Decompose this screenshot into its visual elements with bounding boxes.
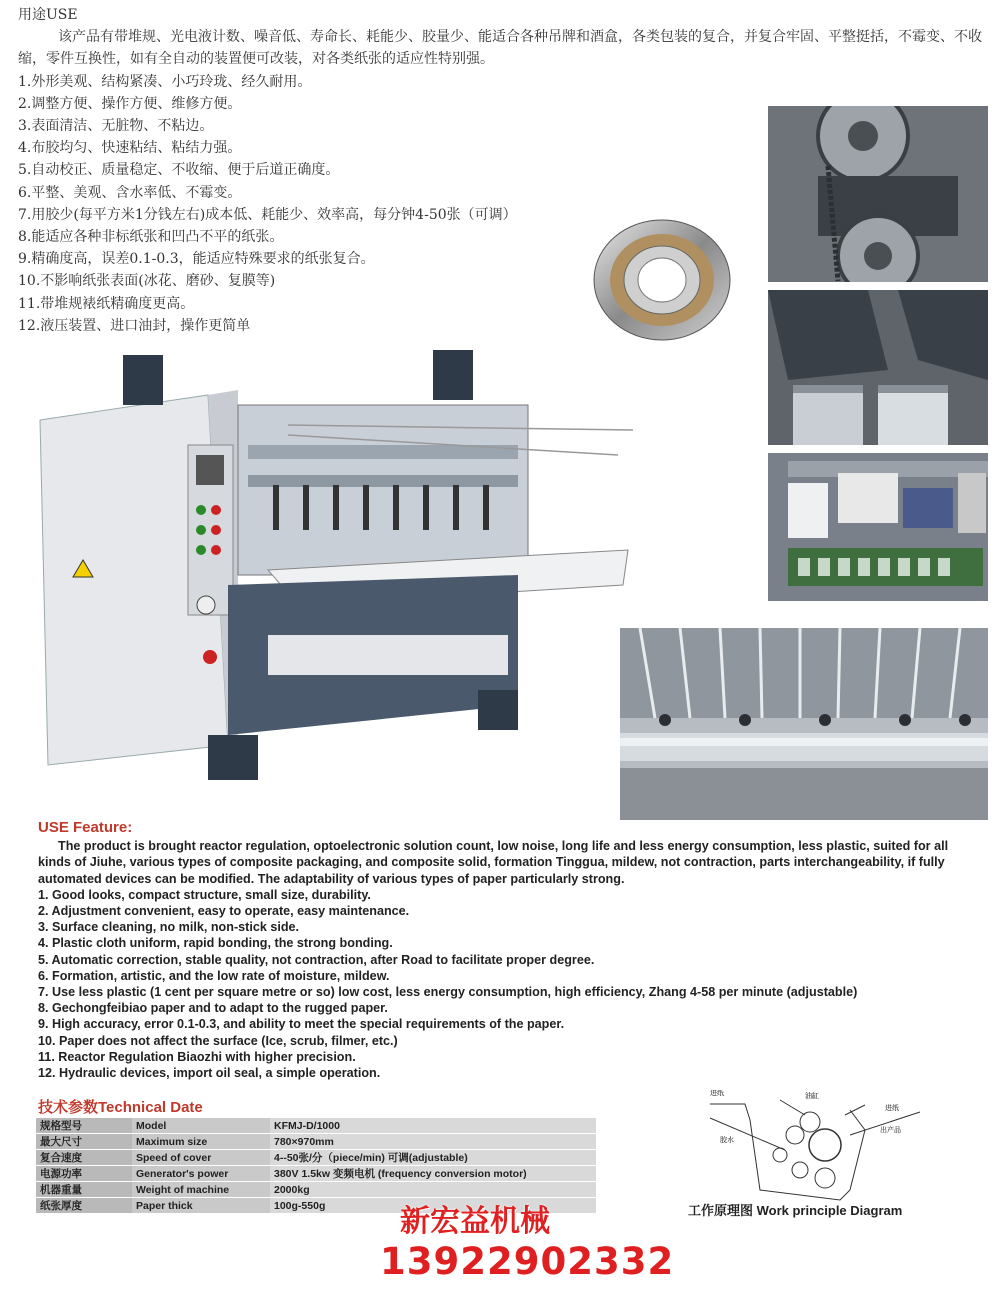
gear-chain-photo [768,106,988,282]
chinese-feature-item: 8.能适应各种非标纸张和凹凸不平的纸张。 [18,229,284,246]
electrical-panel-photo [768,453,988,601]
chinese-feature-item: 10.不影响纸张表面(冰花、磨砂、复膜等) [18,273,276,290]
spec-cn-label: 最大尺寸 [36,1134,132,1150]
diagram-label-oil-cylinder: 油缸 [805,1092,819,1100]
tech-heading: 技术参数Technical Date [38,1099,203,1116]
spec-value: 380V 1.5kw 变频电机 (frequency conversion motor) [270,1166,596,1182]
machine-photo [38,335,633,785]
work-principle-diagram [690,1090,940,1210]
chinese-feature-item: 3.表面清洁、无脏物、不粘边。 [18,118,214,135]
chinese-feature-item: 6.平整、美观、含水率低、不霉变。 [18,184,242,201]
spec-cn-label: 电源功率 [36,1166,132,1182]
chinese-feature-item: 11.带堆规裱纸精确度更高。 [18,295,195,312]
table-row [36,1150,596,1166]
table-row [36,1118,596,1134]
english-feature-item: 12. Hydraulic devices, import oil seal, a simple operation. [38,1066,381,1081]
english-feature-list [38,887,978,1081]
english-feature-item: 8. Gechongfeibiao paper and to adapt to the rugged paper. [38,1001,388,1016]
spec-cn-label: 规格型号 [36,1118,132,1134]
spec-cn-label: 机器重量 [36,1182,132,1198]
brand-phone: 13922902332 [380,1240,675,1283]
spec-value: 100g-550g [270,1198,596,1214]
english-feature-item: 4. Plastic cloth uniform, rapid bonding, the strong bonding. [38,936,393,951]
english-feature-item: 7. Use less plastic (1 cent per square metre or so) low cost, less energy consumption, high efficiency, Zhang 4-58 per minute (adjustable) [38,985,858,1000]
english-feature-item: 2. Adjustment convenient, easy to operate, easy maintenance. [38,904,410,919]
chinese-feature-item: 2.调整方便、操作方便、维修方便。 [18,95,242,112]
spec-en-label: Model [132,1118,270,1134]
chinese-feature-item: 12.液压装置、进口油封，操作更简单 [18,317,251,334]
chinese-intro: 该产品有带堆规、光电液计数、噪音低、寿命长、耗能少、胶量少、能适合各种吊牌和酒盒，各类包装的复合，并复合牢固、平整挺括，不霉变、不收缩，零件互换性，如有全自动的装置便可改装，对各类纸张的适应性特别强。 [18,29,982,68]
spec-en-label: Paper thick [132,1198,270,1214]
english-feature-item: 6. Formation, artistic, and the low rate of moisture, mildew. [38,968,390,983]
diagram-label-feed-right: 进纸 [885,1104,899,1112]
spec-value: 4--50张/分（piece/min) 可调(adjustable) [270,1150,596,1166]
english-feature-item: 11. Reactor Regulation Biaozhi with higher precision. [38,1049,356,1064]
english-description [38,820,978,1081]
english-feature-item: 9. High accuracy, error 0.1-0.3, and ability to meet the special requirements of the paper. [38,1017,565,1032]
chinese-title: 用途USE [18,7,78,23]
diagram-label-output: 出产品 [880,1126,901,1134]
english-feature-item: 5. Automatic correction, stable quality, not contraction, after Road to facilitate proper degree. [38,952,595,967]
spec-cn-label: 复合速度 [36,1150,132,1166]
diagram-label-glue: 胶水 [720,1136,734,1144]
english-feature-item: 10. Paper does not affect the surface (Ice, scrub, filmer, etc.) [38,1033,398,1048]
paper-guide-photo [620,628,988,820]
rollers-photo [768,290,988,445]
spec-en-label: Speed of cover [132,1150,270,1166]
diagram-label-feed-left: 进纸 [710,1090,724,1097]
english-intro: The product is brought reactor regulation, optoelectronic solution count, low noise, long life and less energy consumption, less plastic, suited for all kinds of Jiuhe, various types of composite packaging, and composite solid, formation Tinggua, mildew, not contraction, parts interchangeability, if fully automated devices can be modified. The adaptability of various types of paper particularly strong. [38,839,949,886]
english-feature-item: 3. Surface cleaning, no milk, non-stick side. [38,920,300,935]
table-row [36,1166,596,1182]
chinese-feature-item: 5.自动校正、质量稳定、不收缩、便于后道正确度。 [18,162,340,179]
spec-value: KFMJ-D/1000 [270,1118,596,1134]
spec-en-label: Weight of machine [132,1182,270,1198]
spec-cn-label: 纸张厚度 [36,1198,132,1214]
english-feature-item: 1. Good looks, compact structure, small size, durability. [38,887,371,902]
chinese-feature-item: 1.外形美观、结构紧凑、小巧玲珑、经久耐用。 [18,73,312,90]
chinese-feature-item: 4.布胶均匀、快速粘结、粘结力强。 [18,140,242,157]
spec-value: 780×970mm [270,1134,596,1150]
brand-name: 新宏益机械 [400,1204,550,1239]
diagram-caption: 工作原理图 Work principle Diagram [688,1203,903,1218]
english-heading: USE Feature: [38,819,133,836]
spec-value: 2000kg [270,1182,596,1198]
chinese-feature-item: 9.精确度高，误差0.1-0.3，能适应特殊要求的纸张复合。 [18,251,375,268]
spec-en-label: Generator's power [132,1166,270,1182]
spec-en-label: Maximum size [132,1134,270,1150]
table-row [36,1134,596,1150]
chinese-feature-item: 7.用胶少(每平方米1分钱左右)成本低、耗能少、效率高，每分钟4-50张（可调） [18,206,517,223]
